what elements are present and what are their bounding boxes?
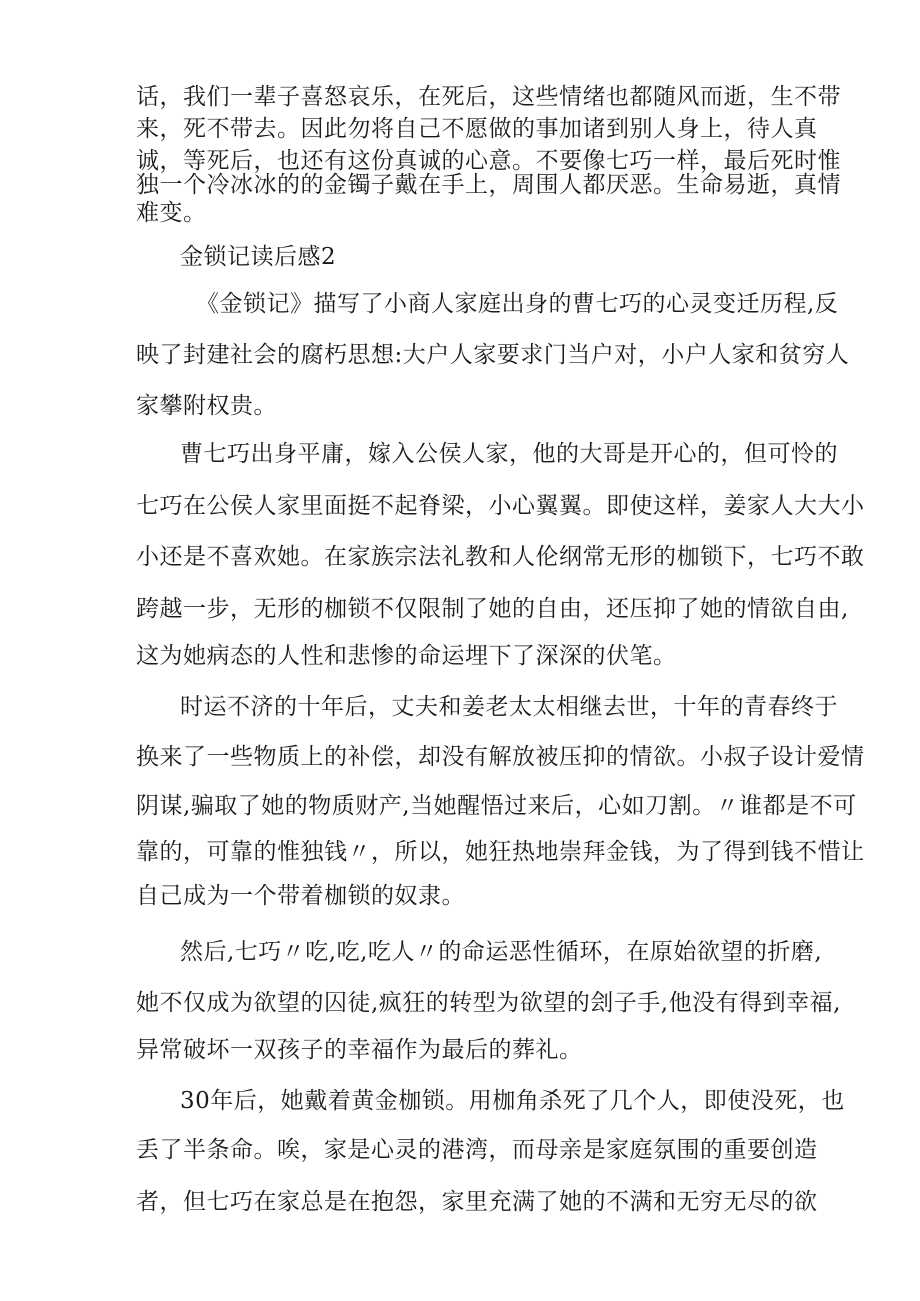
paragraph-5-line-1: 30年后，她戴着黄金枷锁。用枷角杀死了几个人，即使没死，也 <box>180 1088 845 1114</box>
intro-line-3: 诚，等死后，也还有这份真诚的心意。不要像七巧一样，最后死时惟 <box>136 148 841 174</box>
paragraph-3-line-3: 阴谋,骗取了她的物质财产,当她醒悟过来后，心如刀割。〃谁都是不可 <box>136 793 857 819</box>
section-heading: 金锁记读后感2 <box>180 244 337 270</box>
intro-line-2: 来，死不带去。因此勿将自己不愿做的事加诸到别人身上，待人真 <box>136 116 818 142</box>
paragraph-4-line-3: 异常破坏一双孩子的幸福作为最后的葬礼。 <box>136 1037 583 1063</box>
paragraph-3-line-5: 自己成为一个带着枷锁的奴隶。 <box>136 883 465 909</box>
paragraph-2-line-3: 小还是不喜欢她。在家族宗法礼教和人伦纲常无形的枷锁下，七巧不敢 <box>136 544 865 570</box>
intro-line-1: 话，我们一辈子喜怒哀乐，在死后，这些情绪也都随风而逝，生不带 <box>136 84 841 110</box>
paragraph-3-line-4: 靠的，可靠的惟独钱〃，所以，她狂热地崇拜金钱，为了得到钱不惜让 <box>136 839 865 865</box>
paragraph-2-line-5: 这为她病态的人性和悲惨的命运埋下了深深的伏笔。 <box>136 643 677 669</box>
paragraph-4-line-2: 她不仅成为欲望的囚徒,疯狂的转型为欲望的刽子手,他没有得到幸福, <box>136 990 841 1016</box>
paragraph-1-line-1: 《金锁记》描写了小商人家庭出身的曹七巧的心灵变迁历程,反 <box>196 291 839 317</box>
intro-line-4: 独一个冷冰冰的的金镯子戴在手上，周围人都厌恶。生命易逝，真情 <box>136 172 841 198</box>
paragraph-3-line-2: 换来了一些物质上的补偿，却没有解放被压抑的情欲。小叔子设计爱情 <box>136 744 865 770</box>
paragraph-2-line-4: 跨越一步，无形的枷锁不仅限制了她的自由，还压抑了她的情欲自由, <box>136 596 849 622</box>
paragraph-5-line-3: 者，但七巧在家总是在抱怨，家里充满了她的不满和无穷无尽的欲 <box>136 1189 818 1215</box>
paragraph-5-line-2: 丢了半条命。唉，家是心灵的港湾，而母亲是家庭氛围的重要创造 <box>136 1137 818 1163</box>
paragraph-2-line-2: 七巧在公侯人家里面挺不起脊梁，小心翼翼。即使这样，姜家人大大小 <box>136 493 865 519</box>
paragraph-1-line-3: 家攀附权贵。 <box>136 393 277 419</box>
paragraph-4-line-1: 然后,七巧〃吃,吃,吃人〃的命运恶性循环，在原始欲望的折磨, <box>180 939 823 965</box>
paragraph-3-line-1: 时运不济的十年后，丈夫和姜老太太相继去世，十年的青春终于 <box>180 694 838 720</box>
intro-line-5: 难变。 <box>136 200 207 226</box>
paragraph-1-line-2: 映了封建社会的腐朽思想:大户人家要求门当户对，小户人家和贫穷人 <box>136 342 850 368</box>
paragraph-2-line-1: 曹七巧出身平庸，嫁入公侯人家，他的大哥是开心的，但可怜的 <box>180 441 838 467</box>
